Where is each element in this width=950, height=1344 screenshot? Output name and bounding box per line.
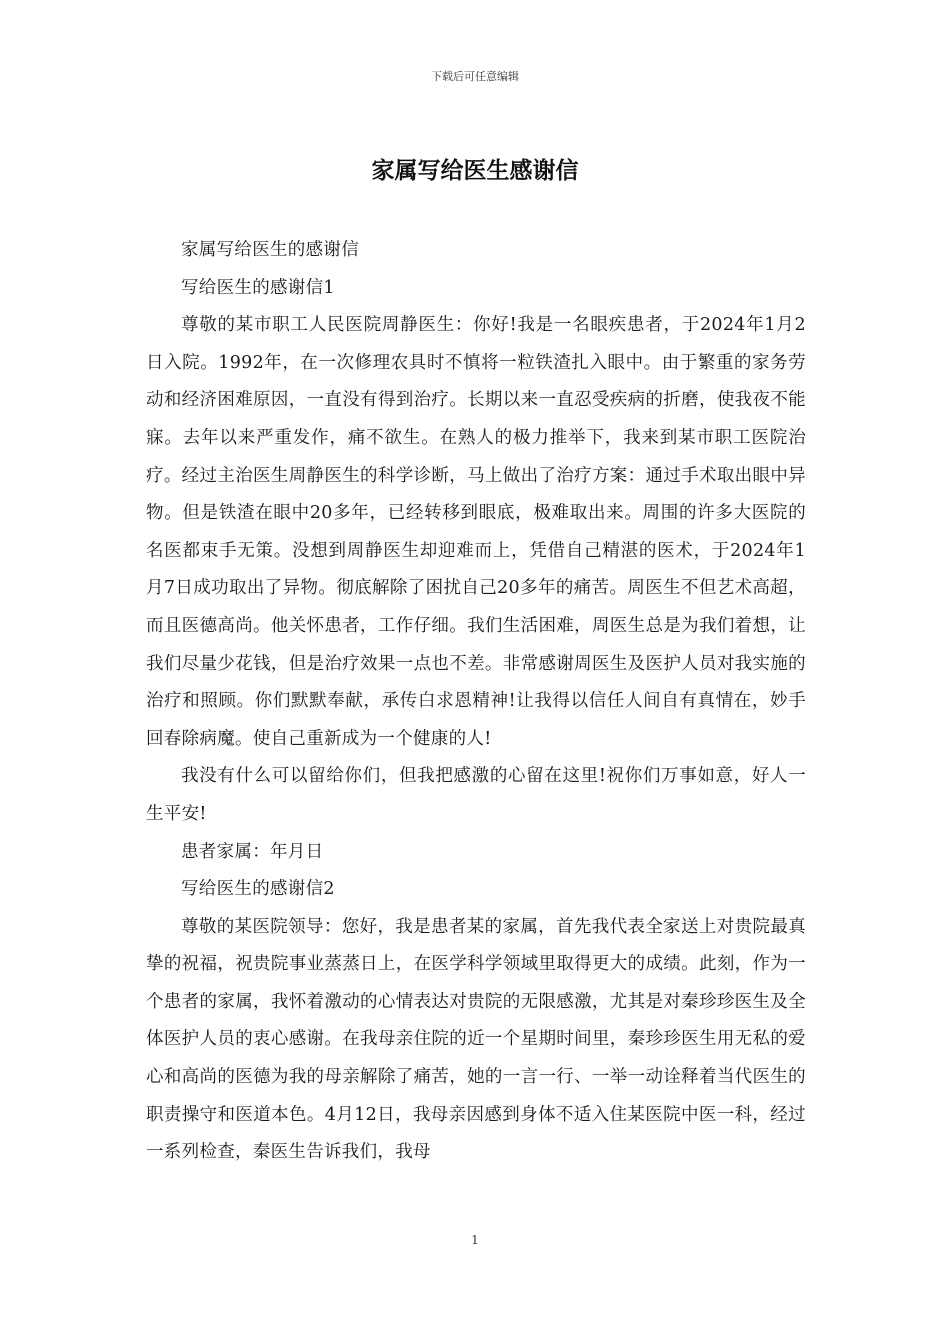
letter-2-body: 尊敬的某医院领导：您好，我是患者某的家属，首先我代表全家送上对贵院最真挚的祝福，祝贵院事业蒸蒸日上，在医学科学领域里取得更大的成绩。此刻，作为一个患者的家属，我怀着激动的心情表达对贵院的无限感激，尤其是对秦珍珍医生及全体医护人员的衷心感谢。在我母亲住院的近一个星期时间里，秦珍珍医生用无私的爱心和高尚的医德为我的母亲解除了痛苦，她的一言一行、一举一动诠释着当代医生的职责操守和医道本色。4月12日，我母亲因感到身体不适入住某医院中医一科，经过一系列检查，秦医生告诉我们，我母 xyxy=(146,916,806,1163)
letter-1-signature: 患者家属：年月日 xyxy=(181,841,324,862)
letter-1-closing: 我没有什么可以留给你们，但我把感激的心留在这里!祝你们万事如意，好人一生平安! xyxy=(146,766,806,824)
letter-1-body: 尊敬的某市职工人民医院周静医生：你好!我是一名眼疾患者，于2024年1月2日入院。1992年，在一次修理农具时不慎将一粒铁渣扎入眼中。由于繁重的家务劳动和经济困难原因，一直没有得到治疗。长期以来一直忍受疾病的折磨，使我夜不能寐。去年以来严重发作，痛不欲生。在熟人的极力推举下，我来到某市职工医院治疗。经过主治医生周静医生的科学诊断，马上做出了治疗方案：通过手术取出眼中异物。但是铁渣在眼中20多年，已经转移到眼底，极难取出来。周围的许多大医院的名医都束手无策。没想到周静医生却迎难而上，凭借自己精湛的医术，于2024年1月7日成功取出了异物。彻底解除了困扰自己20多年的痛苦。周医生不但艺术高超，而且医德高尚。他关怀患者，工作仔细。我们生活困难，周医生总是为我们着想，让我们尽量少花钱，但是治疗效果一点也不差。非常感谢周医生及医护人员对我实施的治疗和照顾。你们默默奉献，承传白求恩精神!让我得以信任人间自有真情在，妙手回春除病魔。使自己重新成为一个健康的人! xyxy=(146,315,806,749)
page-number: 1 xyxy=(471,1233,479,1247)
document-title: 家属写给医生感谢信 xyxy=(371,158,579,184)
letter-2-heading: 写给医生的感谢信2 xyxy=(181,879,335,900)
page-header: 下载后可任意编辑 xyxy=(431,70,519,83)
subtitle-paragraph: 家属写给医生的感谢信 xyxy=(181,240,359,260)
document-body xyxy=(146,232,806,1172)
letter-1-heading: 写给医生的感谢信1 xyxy=(181,277,335,298)
